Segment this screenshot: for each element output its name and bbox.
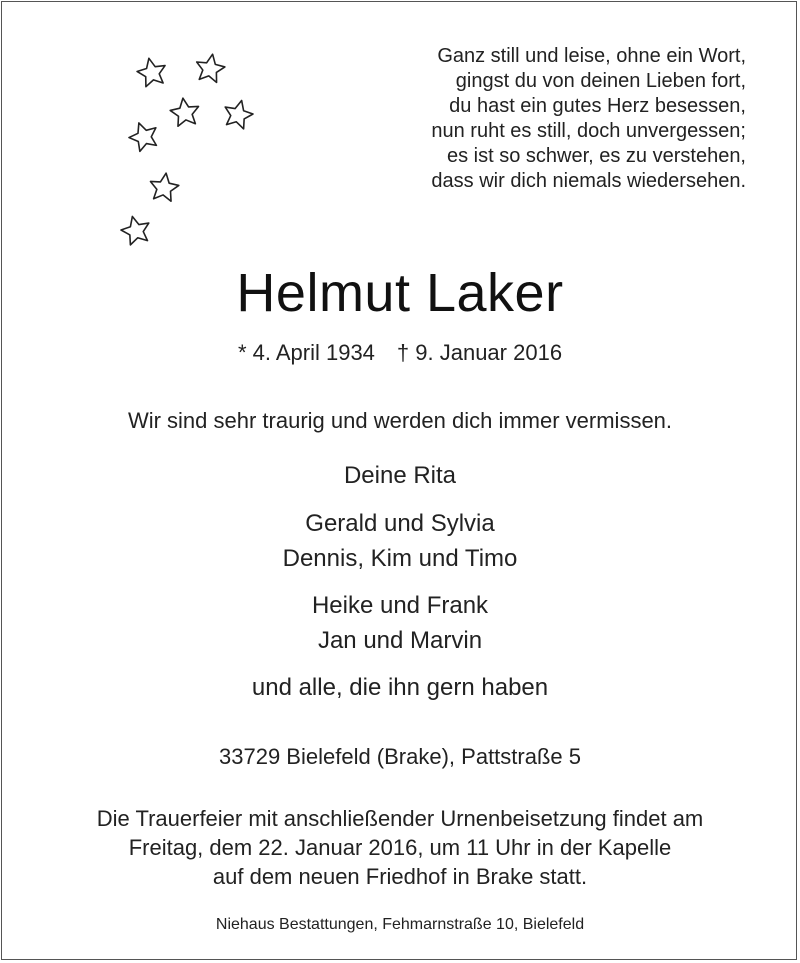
mourner-line: Deine Rita [343,462,457,489]
death-date: † 9. Januar 2016 [396,340,563,365]
poem-line: es ist so schwer, es zu verstehen, [446,145,746,167]
deceased-name: Helmut Laker [236,263,564,323]
poem-line: nun ruht es still, doch unvergessen; [431,120,746,142]
funeral-home: Niehaus Bestattungen, Fehmarnstraße 10, Bielefeld [215,916,585,933]
mourner-line: Heike und Frank [311,592,489,619]
star-icon [125,118,161,153]
star-icon [194,52,227,84]
star-icon [169,96,201,127]
star-icon [148,171,180,202]
star-icon [118,213,152,246]
mourner-line: Gerald und Sylvia [305,510,495,537]
stars-decoration [110,45,270,265]
star-icon [135,55,169,87]
poem-line: du hast ein gutes Herz besessen, [449,95,746,117]
life-dates [0,340,800,366]
mourner-line: und alle, die ihn gern haben [251,674,549,701]
service-line: Die Trauerfeier mit anschließender Urnenbeisetzung findet am [96,806,704,831]
poem-line: dass wir dich niemals wiedersehen. [431,170,746,192]
poem-line: gingst du von deinen Lieben fort, [455,70,746,92]
poem [431,44,746,194]
mourner-line: Dennis, Kim und Timo [282,545,518,572]
farewell-message: Wir sind sehr traurig und werden dich immer vermissen. [127,408,673,433]
service-line: Freitag, dem 22. Januar 2016, um 11 Uhr in der Kapelle [128,835,672,860]
poem-line: Ganz still und leise, ohne ein Wort, [437,45,746,67]
star-icon [221,97,255,130]
family-address: 33729 Bielefeld (Brake), Pattstraße 5 [219,744,581,769]
mourner-line: Jan und Marvin [317,627,483,654]
service-line: auf dem neuen Friedhof in Brake statt. [212,864,588,889]
birth-date: * 4. April 1934 [237,340,375,365]
